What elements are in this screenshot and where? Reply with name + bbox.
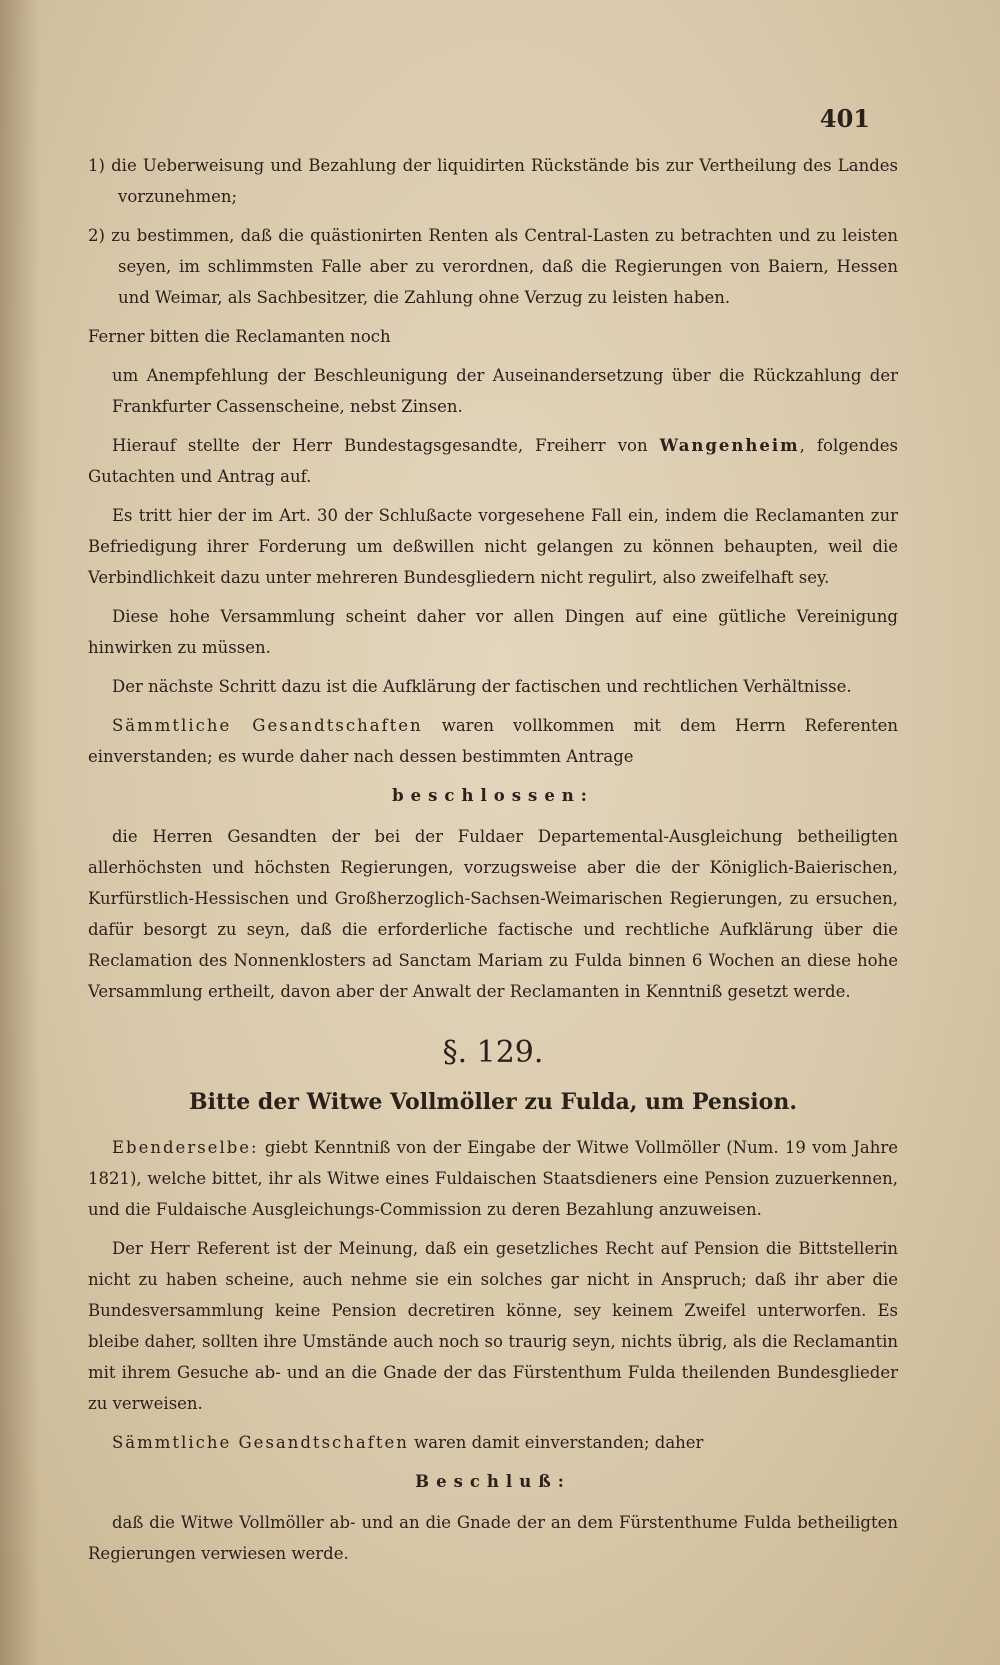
paragraph-der: Der nächste Schritt dazu ist die Aufklärung der factischen und rechtlichen Verhältnisse. [112,677,852,696]
page-content [88,150,898,1577]
paragraph-saemmtliche-2 [88,1427,898,1458]
paragraph-dass: daß die Witwe Vollmöller ab- und an die Gnade der an dem Fürstenthume Fulda betheiligten Regierungen verwiesen werde. [88,1513,898,1563]
section-title: Bitte der Witwe Vollmöller zu Fulda, um Pension. [189,1089,797,1115]
paragraph-saemmtliche-1 [88,710,898,772]
item-number: 2) [88,226,105,245]
paragraph-es-tritt: Es tritt hier der im Art. 30 der Schlußacte vorgesehene Fall ein, indem die Reclamanten zur Befriedigung ihrer Forderung um deßwillen nicht gelangen zu können behaupten, weil die Verbindlichkeit dazu unter mehreren Bundesgliedern nicht regulirt, also zweifelhaft sey. [88,506,898,587]
spaced-heading: Sämmtliche Gesandtschaften [112,716,423,735]
paragraph-hierauf [88,430,898,492]
paragraph-text: Hierauf stellte der Herr Bundestagsgesandte, Freiherr von [112,436,660,455]
paragraph-ferner: Ferner bitten die Reclamanten noch [88,327,391,346]
list-item-1 [88,150,898,212]
spaced-heading: Sämmtliche Gesandtschaften [112,1433,409,1452]
paragraph-ebenderselbe [88,1132,898,1225]
paragraph-referent: Der Herr Referent ist der Meinung, daß ein gesetzliches Recht auf Pension die Bittstellerin nicht zu haben scheine, auch nehme sie ein solches gar nicht in Anspruch; daß ihr aber die Bundesversammlung keine Pension decretiren könne, sey keinem Zweifel unterworfen. Es bleibe daher, sollten ihre Umstände auch noch so traurig seyn, nichts übrig, als die Reclamantin mit ihrem Gesuche ab- und an die Gnade der das Fürstenthum Fulda theilenden Bundesglieder zu verweisen. [88,1239,898,1413]
resolution-heading: beschlossen: [392,786,594,805]
paragraph-text: , folgendes Gutachten und Antrag auf. [88,436,898,486]
paragraph-diese: Diese hohe Versammlung scheint daher vor allen Dingen auf eine gütliche Vereinigung hinwirken zu müssen. [88,607,898,657]
paragraph-text: giebt Kenntniß von der Eingabe der Witwe Vollmöller (Num. 19 vom Jahre 1821), welche bittet, ihr als Witwe eines Fuldaischen Staatsdieners eine Pension zuzuerkennen, und die Fuldaische Ausgleichungs-Commission zu deren Bezahlung anzuweisen. [88,1138,898,1219]
paragraph-text: waren damit einverstanden; daher [408,1433,704,1452]
paragraph-um: um Anempfehlung der Beschleunigung der Auseinandersetzung über die Rückzahlung der Frankfurter Cassenscheine, nebst Zinsen. [112,366,898,416]
section-number: §. 129. [442,1035,544,1070]
person-name: Wangenheim [659,436,800,455]
spaced-heading: Ebenderselbe: [112,1138,259,1157]
paragraph-text: waren vollkommen mit dem Herrn Referenten einverstanden; es wurde daher nach dessen bestimmten Antrage [88,716,899,766]
resolution-heading-2: Beschluß: [415,1472,571,1491]
page-number: 401 [819,104,870,133]
paragraph-herren: die Herren Gesandten der bei der Fuldaer Departemental-Ausgleichung betheiligten allerhöchsten und höchsten Regierungen, vorzugsweise aber die der Königlich-Baierischen, Kurfürstlich-Hessischen und Großherzoglich-Sachsen-Weimarischen Regierungen, zu ersuchen, dafür besorgt zu seyn, daß die erforderliche factische und rechtliche Aufklärung über die Reclamation des Nonnenklosters ad Sanctam Mariam zu Fulda binnen 6 Wochen an diese hohe Versammlung ertheilt, davon aber der Anwalt der Reclamanten in Kenntniß gesetzt werde. [88,827,898,1001]
item-text: zu bestimmen, daß die quästionirten Renten als Central-Lasten zu betrachten und zu leisten seyen, im schlimmsten Falle aber zu verordnen, daß die Regierungen von Baiern, Hessen und Weimar, als Sachbesitzer, die Zahlung ohne Verzug zu leisten haben. [111,226,898,307]
item-text: die Ueberweisung und Bezahlung der liquidirten Rückstände bis zur Vertheilung des Landes vorzunehmen; [111,156,898,206]
item-number: 1) [88,156,105,175]
list-item-2 [88,220,898,313]
